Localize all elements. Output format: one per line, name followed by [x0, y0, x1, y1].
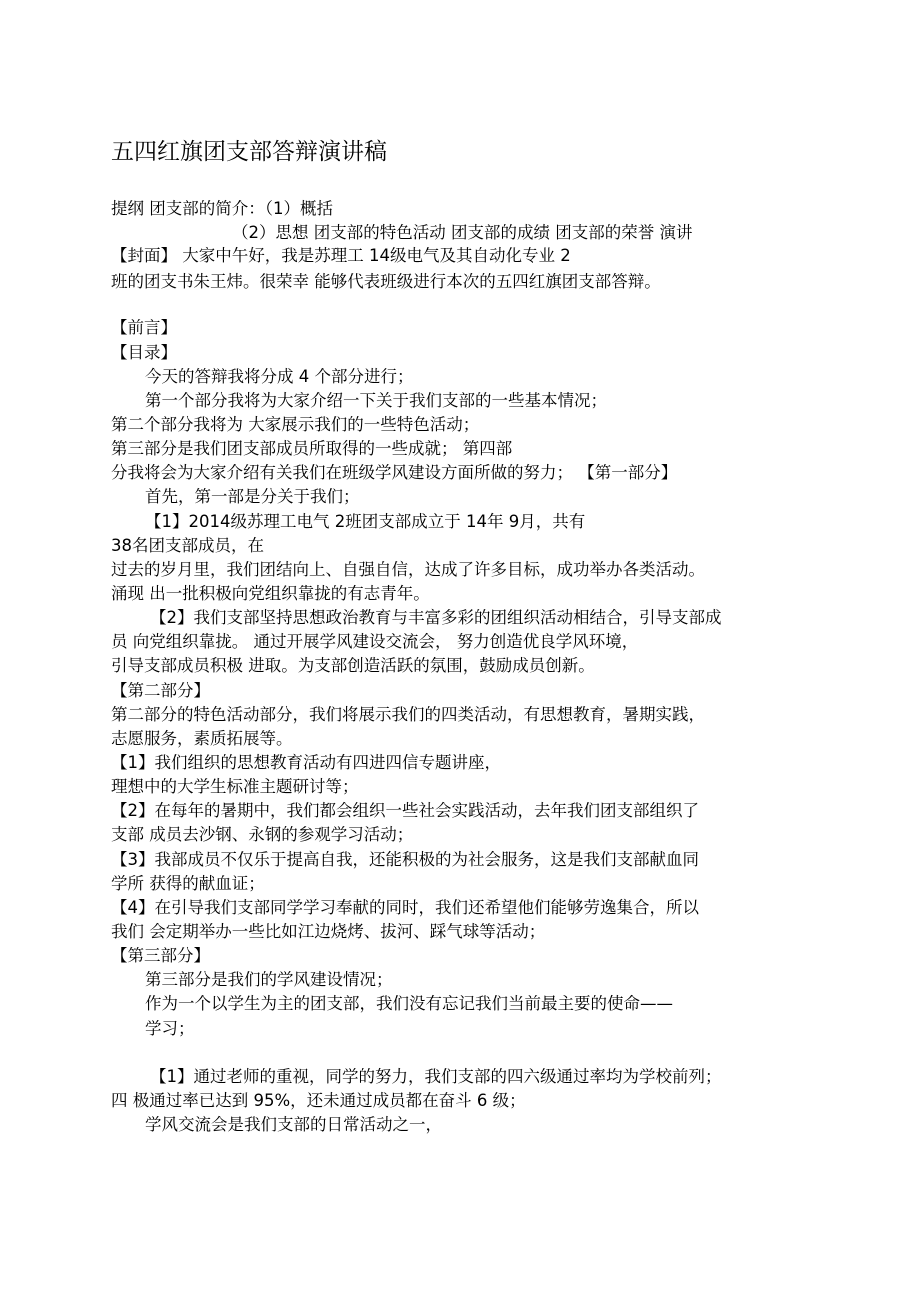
text-line: 【1】2014级苏理工电气 2班团支部成立于 14年 9月，共有 — [145, 512, 586, 531]
text-line: 学习； — [145, 1019, 195, 1038]
text-line: 首先，第一部是分关于我们； — [145, 487, 360, 506]
text-line: 【4】在引导我们支部同学学习奉献的同时，我们还希望他们能够劳逸集合，所以 — [111, 898, 699, 917]
text-line: 引导支部成员积极 进取。为支部创造活跃的氛围，鼓励成员创新。 — [111, 656, 595, 675]
text-line: 第三部分是我们团支部成员所取得的一些成就； 第四部 — [111, 439, 513, 458]
text-line: 我们 会定期举办一些比如江边烧烤、拔河、踩气球等活动； — [111, 922, 546, 941]
text-line: 作为一个以学生为主的团支部，我们没有忘记我们当前最主要的使命—— — [145, 994, 673, 1013]
text-line: 第三部分是我们的学风建设情况； — [145, 970, 393, 989]
text-line: 过去的岁月里，我们团结向上、自强自信，达成了许多目标，成功举办各类活动。 — [111, 560, 705, 579]
text-line: 四 极通过率已达到 95%，还未通过成员都在奋斗 6 级； — [111, 1091, 526, 1110]
text-line: 【封面】 大家中午好，我是苏理工 14级电气及其自动化专业 2 — [111, 246, 571, 265]
text-line: 【3】我部成员不仅乐于提高自我，还能积极的为社会服务，这是我们支部献血同 — [111, 850, 699, 869]
text-line: 第二个部分我将为 大家展示我们的一些特色活动； — [111, 415, 480, 434]
document-title: 五四红旗团支部答辩演讲稿 — [111, 139, 387, 165]
text-line: 【第三部分】 — [111, 946, 210, 965]
text-line: 支部 成员去沙钢、永钢的参观学习活动； — [111, 825, 414, 844]
text-line: 今天的答辩我将分成 4 个部分进行； — [145, 367, 414, 386]
text-line: 【1】通过老师的重视，同学的努力，我们支部的四六级通过率均为学校前列； — [150, 1067, 722, 1086]
text-line: （2）思想 团支部的特色活动 团支部的成绩 团支部的荣誉 演讲 — [232, 223, 693, 242]
text-line: 第一个部分我将为大家介绍一下关于我们支部的一些基本情况； — [145, 391, 607, 410]
text-line: 班的团支书朱王炜。很荣幸 能够代表班级进行本次的五四红旗团支部答辩。 — [111, 272, 661, 291]
text-line: 【前言】 — [111, 318, 177, 337]
text-line: 分我将会为大家介绍有关我们在班级学风建设方面所做的努力； 【第一部分】 — [111, 463, 678, 482]
text-line: 理想中的大学生标准主题研讨等； — [111, 777, 359, 796]
text-line: 学风交流会是我们支部的日常活动之一， — [145, 1115, 442, 1134]
text-line: 【目录】 — [111, 343, 177, 362]
text-line: 【2】在每年的暑期中，我们都会组织一些社会实践活动，去年我们团支部组织了 — [111, 801, 699, 820]
text-line: 涌现 出一批积极向党组织靠拢的有志青年。 — [111, 584, 430, 603]
text-line: 【1】我们组织的思想教育活动有四进四信专题讲座， — [111, 753, 501, 772]
text-line: 【2】我们支部坚持思想政治教育与丰富多彩的团组织活动相结合，引导支部成 — [150, 608, 722, 627]
text-line: 员 向党组织靠拢。 通过开展学风建设交流会， 努力创造优良学风环境， — [111, 632, 639, 651]
text-line: 【第二部分】 — [111, 681, 210, 700]
text-line: 提纲 团支部的简介：（1）概括 — [111, 199, 333, 218]
text-line: 38名团支部成员，在 — [111, 536, 264, 555]
text-line: 学所 获得的献血证； — [111, 874, 265, 893]
text-line: 志愿服务，素质拓展等。 — [111, 729, 293, 748]
text-line: 第二部分的特色活动部分，我们将展示我们的四类活动，有思想教育，暑期实践， — [111, 705, 705, 724]
